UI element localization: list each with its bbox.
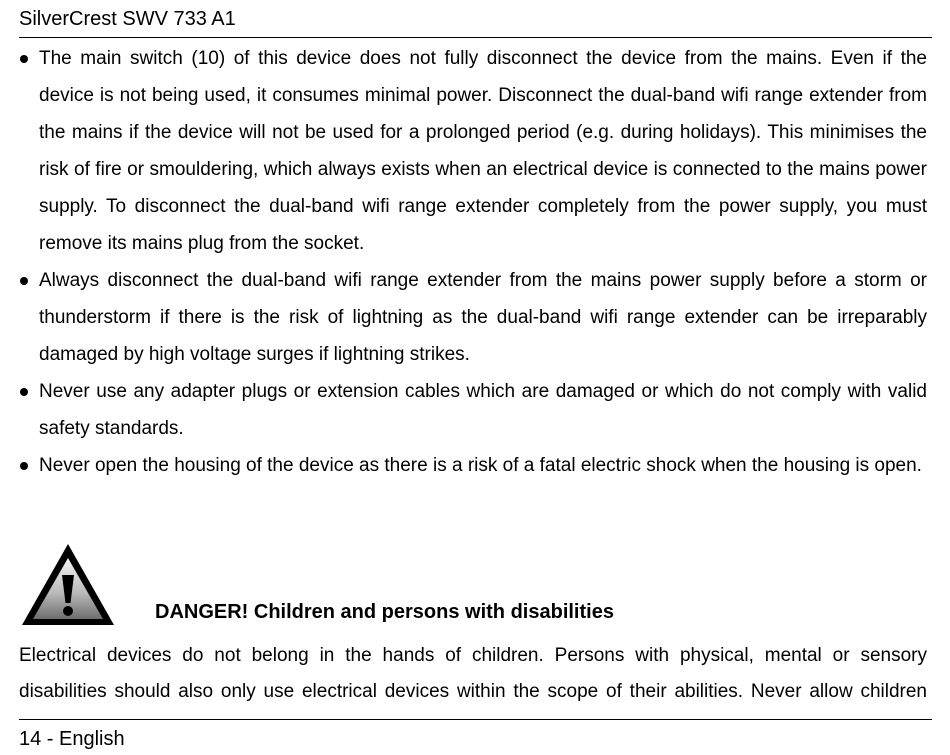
bullet-dot-icon — [20, 388, 28, 396]
footer-divider — [19, 719, 932, 720]
safety-bullet-text: Always disconnect the dual-band wifi range extender from the mains power supply before a storm or thunderstorm if there is the risk of lightning as the dual-band wifi range extender can be irreparably damaged by high voltage surges if lightning strikes. — [39, 270, 927, 365]
safety-bullet-item — [19, 373, 927, 447]
manual-page — [19, 0, 932, 755]
safety-bullet-item — [19, 447, 927, 484]
safety-bullet-text: The main switch (10) of this device does not fully disconnect the device from the mains. Even if the device is not being used, it consumes minimal power. Disconnect the dual-band wifi range extender from the mains if the device will not be used for a prolonged period (e.g. during holidays). This minimises the risk of fire or smouldering, which always exists when an electrical device is connected to the mains power supply. To disconnect the dual-band wifi range extender completely from the power supply, you must remove its mains plug from the socket. — [39, 48, 927, 254]
page-number-label: 14 - English — [19, 728, 125, 750]
safety-bullet-item — [19, 262, 927, 373]
safety-bullet-text: Never use any adapter plugs or extension cables which are damaged or which do not comply with valid safety standards. — [39, 381, 927, 439]
bullet-dot-icon — [20, 462, 28, 470]
header-divider — [19, 37, 932, 38]
safety-bullet-list — [19, 40, 927, 484]
page-header-title: SilverCrest SWV 733 A1 — [19, 8, 236, 30]
safety-bullet-item — [19, 40, 927, 262]
danger-paragraph: Electrical devices do not belong in the hands of children. Persons with physical, mental or sensory disabilities should also only use electrical devices within the scope of their abilities. Never allow children — [19, 645, 927, 702]
safety-bullet-text: Never open the housing of the device as there is a risk of a fatal electric shock when the housing is open. — [39, 455, 922, 476]
warning-triangle-icon — [19, 541, 117, 629]
danger-heading: DANGER! Children and persons with disabilities — [155, 601, 614, 623]
bullet-dot-icon — [20, 55, 28, 63]
bullet-dot-icon — [20, 277, 28, 285]
